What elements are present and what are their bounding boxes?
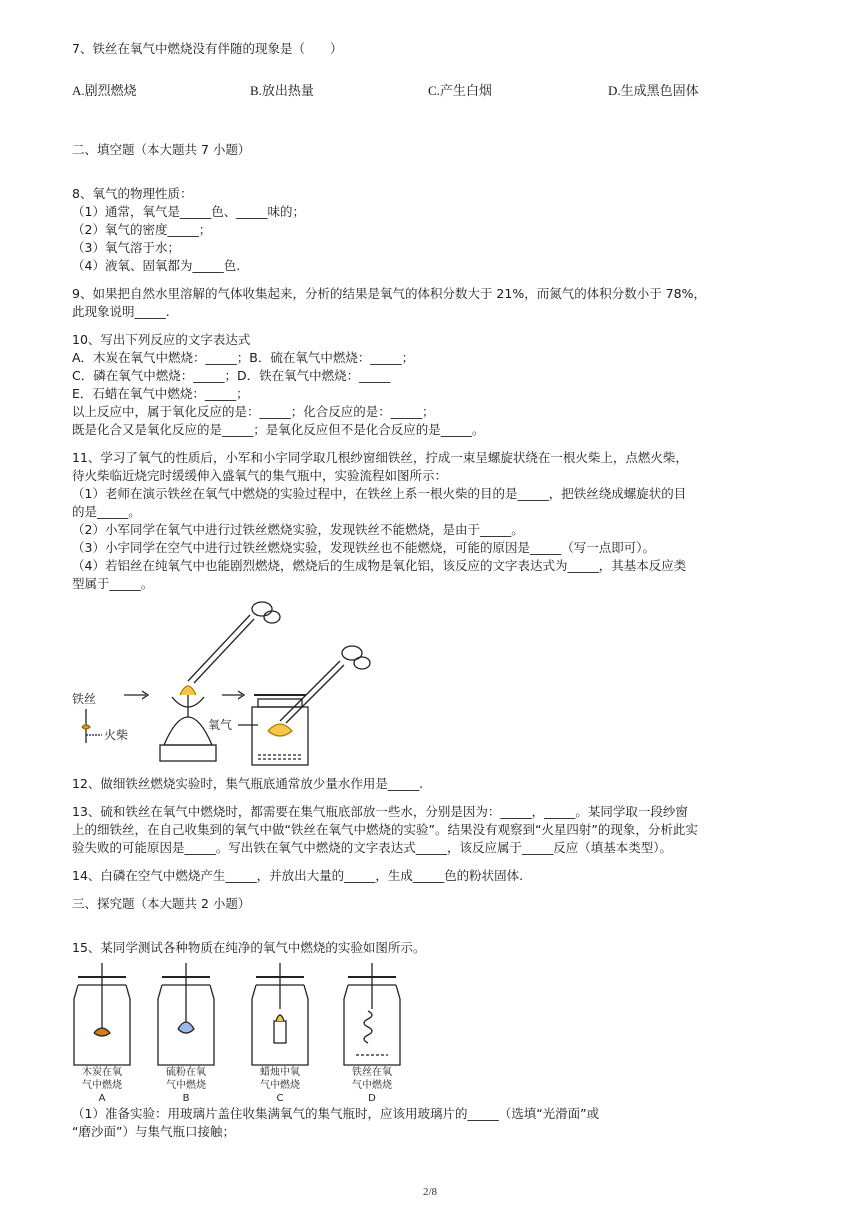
jar-d-label: 气中燃烧 — [352, 1080, 392, 1091]
jar-b-label: 气中燃烧 — [166, 1080, 206, 1091]
question-9 — [72, 285, 792, 321]
question-10 — [72, 331, 792, 439]
jar-b-icon — [158, 963, 214, 1065]
q8-line: （2）氧气的密度_____； — [72, 222, 212, 237]
q10-line: E．石蜡在氧气中燃烧：_____； — [72, 386, 249, 401]
q8-line: （1）通常，氧气是_____色、_____味的； — [72, 204, 305, 219]
page-number: 2/8 — [422, 1186, 438, 1198]
option-a: A.剧烈燃烧 — [72, 83, 137, 98]
label-match: 火柴 — [104, 728, 129, 742]
q13-line: 13、硫和铁丝在氧气中燃烧时，都需要在集气瓶底部放一些水，分别是因为：_____，_____。某同学取一段纱窗 — [72, 804, 688, 819]
q11-line: （4）若铝丝在纯氧气中也能剧烈燃烧，燃烧后的生成物是氧化铝，该反应的文字表达式为_____，其基本反应类 — [72, 558, 687, 573]
q8-line: （4）液氧、固氧都为_____色. — [72, 258, 241, 273]
q10-line: 10、写出下列反应的文字表达式 — [72, 332, 251, 347]
question-13 — [72, 803, 792, 857]
q9-line: 9、如果把自然水里溶解的气体收集起来，分析的结果是氧气的体积分数大于 21%，而氮气的体积分数小于 78%， — [72, 286, 706, 301]
jar-a-icon — [74, 963, 130, 1065]
jar-a-label: 木炭在氧 — [82, 1067, 122, 1078]
q8-line: 8、氧气的物理性质： — [72, 186, 193, 201]
option-d: D.生成黑色固体 — [608, 83, 699, 98]
label-iron-wire: 铁丝 — [72, 692, 97, 706]
jar-d-icon — [344, 963, 400, 1065]
q10-line: A．木炭在氧气中燃烧：_____；B．硫在氧气中燃烧：_____； — [72, 350, 415, 365]
q10-line: 既是化合又是氧化反应的是_____；是氧化反应但不是化合反应的是_____。 — [72, 422, 485, 437]
jar-c-label: 气中燃烧 — [260, 1080, 300, 1091]
question-11 — [72, 449, 792, 771]
option-b: B.放出热量 — [250, 83, 314, 98]
q9-line: 此现象说明_____. — [72, 304, 170, 319]
label-oxygen: 氧气 — [208, 718, 233, 732]
q11-line: 型属于_____。 — [72, 576, 154, 591]
q11-line: （2）小军同学在氧气中进行过铁丝燃烧实验，发现铁丝不能燃烧，是由于_____。 — [72, 522, 524, 537]
q11-line: （3）小宇同学在空气中进行过铁丝燃烧实验，发现铁丝也不能燃烧，可能的原因是_____（写一点即可）。 — [72, 540, 655, 555]
question-14 — [72, 867, 792, 885]
question-12 — [72, 775, 792, 793]
jar-d-letter: D — [368, 1093, 376, 1104]
jar-d-label: 铁丝在氧 — [352, 1067, 392, 1078]
q11-line: 的是_____。 — [72, 504, 141, 519]
question-8 — [72, 185, 792, 275]
q13-line: 上的细铁丝，在自己收集到的氧气中做“铁丝在氧气中燃烧的实验”。结果没有观察到“火星四射”的现象，分析此实 — [72, 822, 698, 837]
q14-line: 14、白磷在空气中燃烧产生_____，并放出大量的_____，生成_____色的粉状固体. — [72, 868, 524, 883]
question-15 — [72, 939, 792, 1141]
jar-c-letter: C — [276, 1093, 284, 1104]
q13-line: 验失败的可能原因是_____。写出铁在氧气中燃烧的文字表达式_____，该反应属于_____反应（填基本类型）。 — [72, 840, 673, 855]
question-7-title: 7、铁丝在氧气中燃烧没有伴随的现象是（ ） — [72, 41, 343, 56]
q15-line: （1）准备实验：用玻璃片盖住收集满氧气的集气瓶时，应该用玻璃片的_____（选填“光滑面”或 — [72, 1106, 600, 1121]
jar-b-label: 硫粉在氧 — [166, 1067, 206, 1078]
document-page — [72, 40, 792, 1141]
q10-line: C．磷在氧气中燃烧：_____；D．铁在氧气中燃烧：_____ — [72, 368, 391, 383]
section-3-heading: 三、探究题（本大题共 2 小题） — [72, 896, 251, 911]
jar-c-label: 蜡烛中氧 — [260, 1067, 300, 1078]
iron-wire-experiment-figure — [72, 595, 372, 771]
combustion-jars-figure — [72, 959, 412, 1105]
jar-a-letter: A — [98, 1093, 106, 1104]
jar-b-letter: B — [182, 1093, 190, 1104]
section-2-heading: 二、填空题（本大题共 7 小题） — [72, 142, 251, 157]
option-c: C.产生白烟 — [428, 83, 492, 98]
q11-line: 待火柴临近烧完时缓缓伸入盛氧气的集气瓶中，实验流程如图所示： — [72, 468, 448, 483]
q8-line: （3）氧气溶于水； — [72, 240, 180, 255]
q15-line: “磨沙面”）与集气瓶口接触； — [72, 1124, 235, 1139]
question-7-options — [72, 80, 792, 99]
jar-c-icon — [252, 963, 308, 1065]
q10-line: 以上反应中，属于氧化反应的是：_____；化合反应的是：_____； — [72, 404, 435, 419]
q11-line: （1）老师在演示铁丝在氧气中燃烧的实验过程中，在铁丝上系一根火柴的目的是_____，把铁丝绕成螺旋状的目 — [72, 486, 687, 501]
q11-line: 11、学习了氧气的性质后，小军和小宇同学取几根纱窗细铁丝，拧成一束呈螺旋状绕在一根火柴上，点燃火柴， — [72, 450, 688, 465]
q15-title: 15、某同学测试各种物质在纯净的氧气中燃烧的实验如图所示。 — [72, 940, 426, 955]
q12-line: 12、做细铁丝燃烧实验时，集气瓶底通常放少量水作用是_____. — [72, 776, 424, 791]
jar-a-label: 气中燃烧 — [82, 1080, 122, 1091]
